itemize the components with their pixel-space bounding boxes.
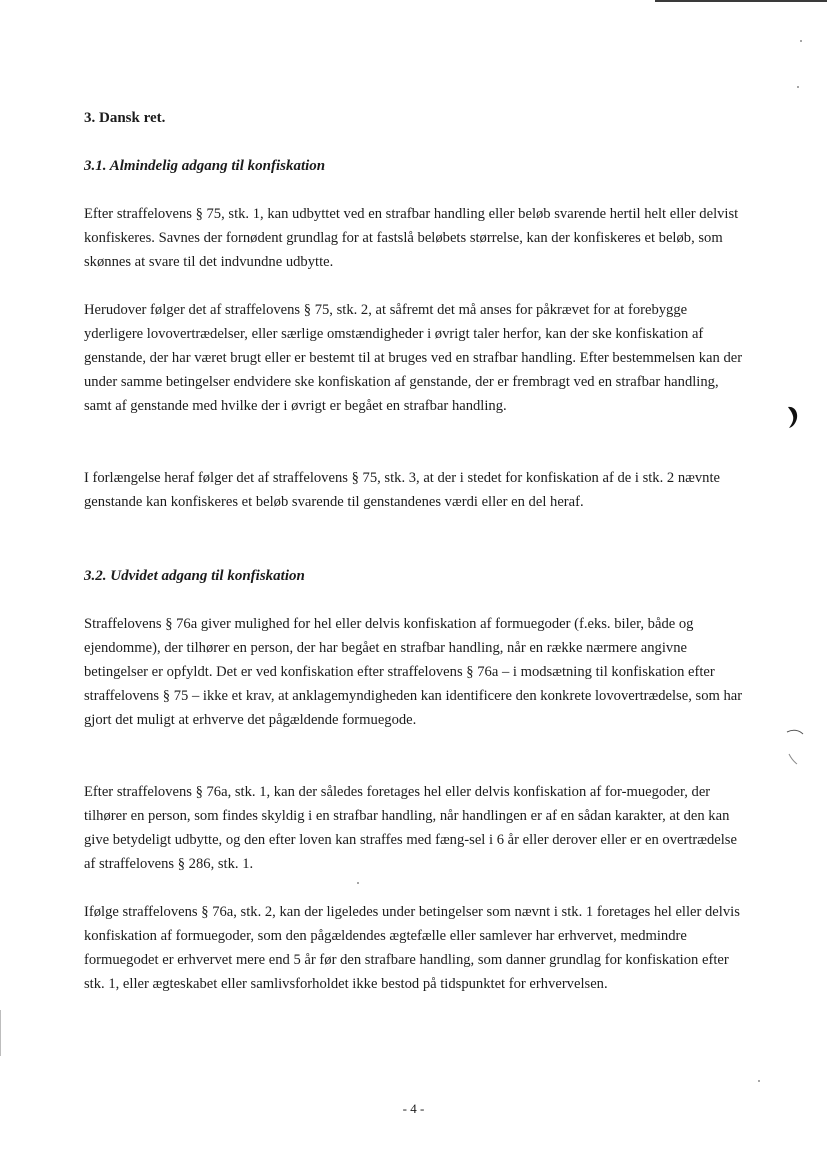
subsection-3-1-title: 3.1. Almindelig adgang til konfiskation (84, 158, 326, 174)
paragraph-3-2-1: Straffelovens § 76a giver mulighed for hel eller delvis konfiskation af formuegoder (f.eks. biler, både og ejendomme), der tilhører en person, der har begået en strafbar handling, når en række nærmere angivne betingelser er opfyldt. Det er ved konfiskation efter straffelovens § 76a – i modsætning til konfiskation efter straffelovens § 75 – ikke et krav, at anklagemyndigheden kan identificere den konkrete lovovertrædelse, som har gjort det muligt at erhverve det pågældende formuegode. (84, 616, 743, 728)
punch-hole-mark-icon (785, 404, 799, 430)
section-heading: 3. Dansk ret. (84, 110, 166, 126)
scan-speck (797, 86, 799, 88)
top-scan-rule (655, 0, 827, 2)
paragraph-3-2-2: Efter straffelovens § 76a, stk. 1, kan der således foretages hel eller delvis konfiskation af for-muegoder, der tilhører en person, som findes skyldig i en strafbar handling, når handlingen er af en sådan karakter, at den kan give betydeligt udbytte, og den efter loven kan straffes med fæng-sel i 6 år eller derover eller er en overtrædelse af straffelovens § 286, stk. 1. (84, 784, 737, 872)
paragraph-3-1-3: I forlængelse heraf følger det af straffelovens § 75, stk. 3, at der i stedet for konfiskation af de i stk. 2 nævnte genstande kan konfiskeres et beløb svarende til genstandenes værdi eller en del heraf. (84, 470, 721, 510)
margin-scribble-icon (785, 726, 805, 766)
scan-speck (357, 882, 359, 884)
paragraph-3-1-2: Herudover følger det af straffelovens § 75, stk. 2, at såfremt det må anses for påkrævet for at forebygge yderligere lovovertrædelser, eller særlige omstændigheder i øvrigt taler herfor, kan der ske konfiskation af genstande, der har været brugt eller er bestemt til at bruges ved en strafbar handling. Efter bestemmelsen kan der under samme betingelser endvidere ske konfiskation af genstande, der er frembragt ved en strafbar handling, samt af genstande med hvilke der i øvrigt er begået en strafbar handling. (84, 302, 743, 414)
scan-speck (758, 1080, 760, 1082)
paragraph-3-2-3: Ifølge straffelovens § 76a, stk. 2, kan der ligeledes under betingelser som nævnt i stk. 1 foretages hel eller delvis konfiskation af formuegoder, som den pågældendes ægtefælle eller samlever har erhvervet, medmindre formuegodet er erhvervet mere end 5 år før den strafbare handling, som danner grundlag for konfiskation efter stk. 1, eller ægteskabet eller samlivsforholdet ikke bestod på tidspunktet for erhvervelsen. (84, 904, 740, 992)
subsection-3-2-title: 3.2. Udvidet adgang til konfiskation (84, 568, 305, 584)
page-number: - 4 - (402, 1101, 425, 1116)
scan-edge-line (0, 1010, 1, 1056)
scan-speck (800, 40, 802, 42)
paragraph-3-1-1: Efter straffelovens § 75, stk. 1, kan udbyttet ved en strafbar handling eller beløb svarende hertil helt eller delvist konfiskeres. Savnes der fornødent grundlag for at fastslå beløbets størrelse, kan der konfiskeres et beløb, som skønnes at svare til det indvundne udbytte. (84, 206, 739, 270)
